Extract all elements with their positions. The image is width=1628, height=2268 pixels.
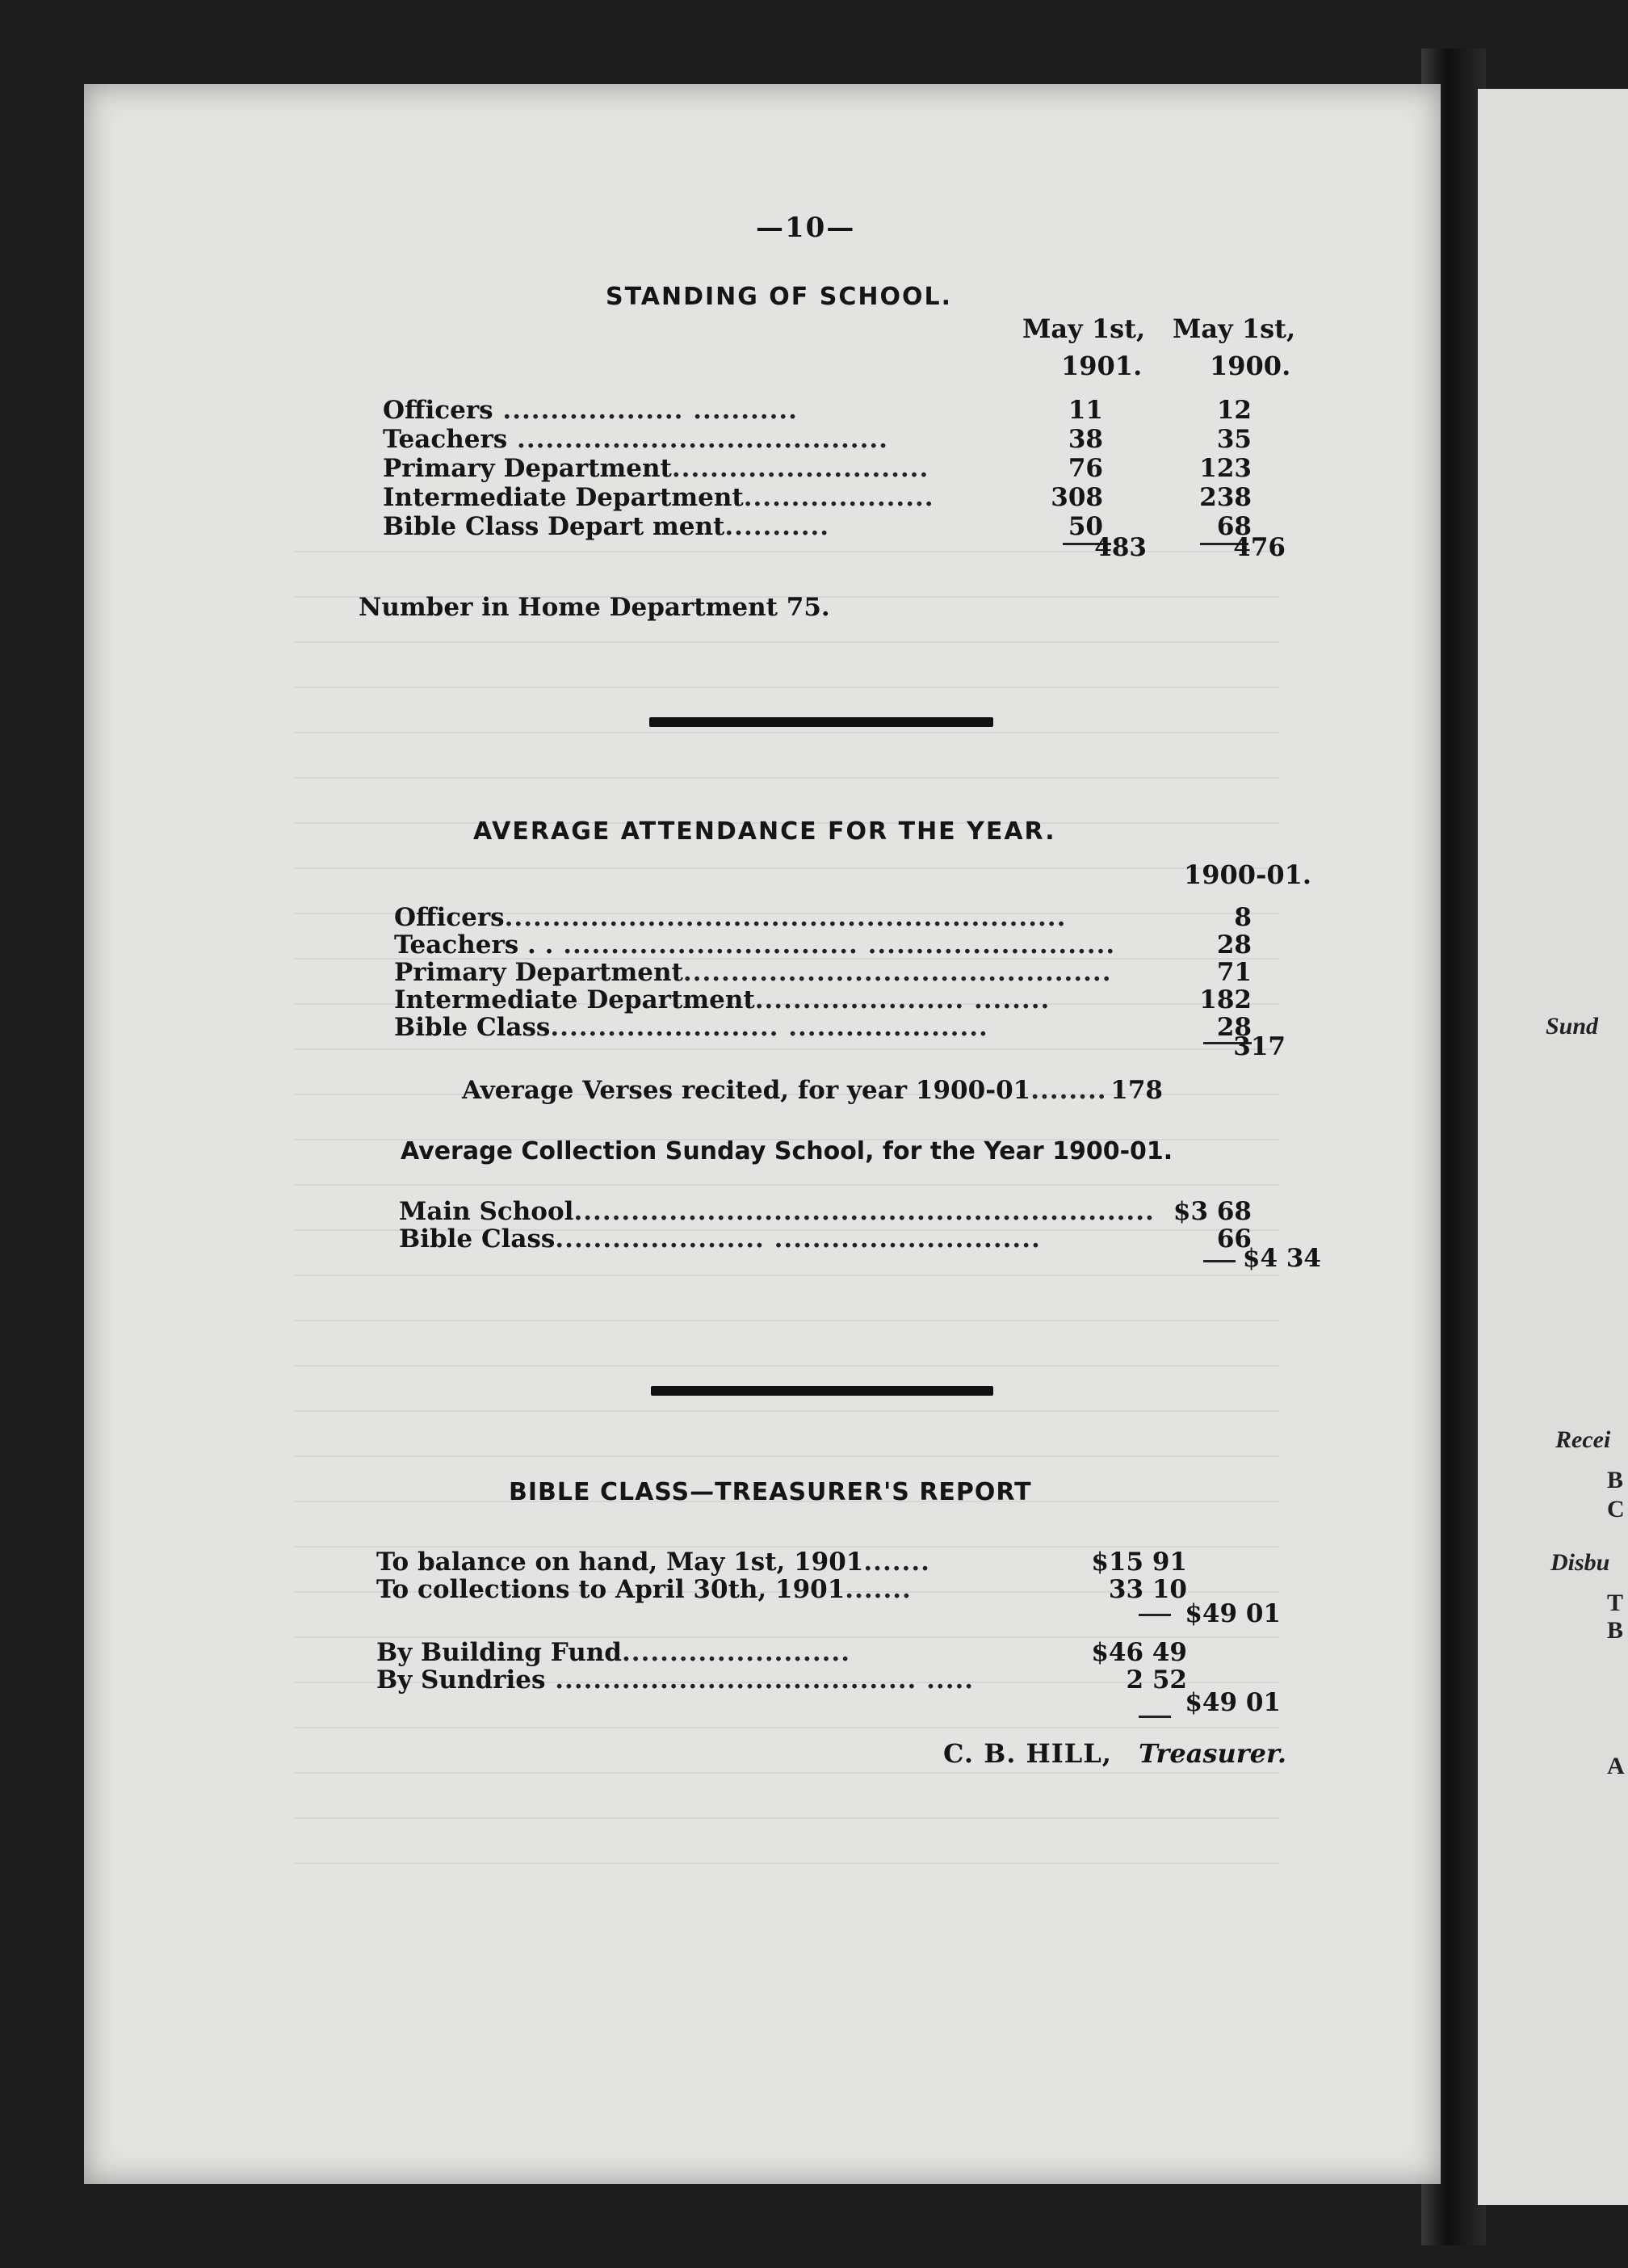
table-row-label: [394, 930, 1115, 960]
receipts-total: $49 01: [1185, 1599, 1281, 1628]
signature-name: C. B. HILL,: [943, 1738, 1112, 1769]
table-cell-value: 28: [1216, 1013, 1252, 1042]
collection-title: Average Collection Sunday School, for the Year 1900-01.: [401, 1137, 1173, 1166]
leader-dots: .......................................: [507, 425, 888, 454]
home-department: Number in Home Department 75.: [359, 593, 830, 622]
leader-dots: .......: [845, 1575, 912, 1604]
page-number: —10—: [756, 212, 856, 244]
row-label-text: Officers: [394, 903, 505, 932]
table-row-label: [383, 454, 929, 483]
table-row-label: [383, 512, 829, 541]
table-cell-value: 68: [1216, 512, 1252, 541]
verses-label: [462, 1076, 1107, 1105]
row-label-text: To balance on hand, May 1st, 1901: [376, 1548, 864, 1577]
table-row-label: [394, 1013, 988, 1042]
table-cell-value: 182: [1199, 985, 1252, 1014]
leader-dots: .......: [863, 1548, 930, 1577]
leader-dots: ...........................................................: [504, 903, 1067, 932]
table-cell-value: 123: [1199, 454, 1252, 483]
table-row-label: [383, 483, 934, 512]
leader-dots: ...................................... .....: [545, 1665, 975, 1695]
leader-dots: ...................... ........: [754, 985, 1051, 1014]
row-label-text: Bible Class Depart ment: [383, 512, 725, 541]
table-cell-value: 71: [1216, 958, 1252, 987]
table-cell-value: 8: [1234, 903, 1252, 932]
col2-head: May 1st,: [1173, 313, 1296, 344]
table-cell-value: 33 10: [1108, 1575, 1187, 1604]
verses-value: 178: [1110, 1076, 1163, 1105]
leader-dots: ............................... ..........................: [553, 930, 1116, 960]
standing-total-1900: 476: [1233, 533, 1286, 562]
facing-page-label: B: [1607, 1467, 1624, 1493]
row-label-text: By Sundries: [376, 1665, 546, 1695]
table-cell-value: 238: [1199, 483, 1252, 512]
attendance-total: 317: [1233, 1032, 1286, 1061]
table-row-label: [394, 985, 1050, 1014]
facing-page-label: Sund: [1546, 1013, 1599, 1040]
row-label-text: Primary Department: [394, 958, 683, 987]
row-label-text: Teachers . .: [394, 930, 554, 960]
facing-page-label: A: [1607, 1753, 1625, 1779]
row-label-text: Main School: [399, 1197, 574, 1226]
collection-total: $4 34: [1242, 1244, 1321, 1273]
row-label-text: Intermediate Department: [394, 985, 755, 1014]
row-label-text: By Building Fund: [376, 1638, 622, 1667]
row-label-text: Intermediate Department: [383, 483, 744, 512]
leader-dots: ...........................: [671, 454, 929, 483]
col2-year: 1900.: [1210, 351, 1291, 381]
sum-rule: [1139, 1614, 1171, 1616]
table-row-label: [399, 1197, 1155, 1226]
leader-dots: ...........: [724, 512, 830, 541]
leader-dots: ................... ...........: [493, 396, 798, 425]
verses-label-text: Average Verses recited, for year 1900-01: [462, 1076, 1031, 1105]
row-label-text: To collections to April 30th, 1901: [376, 1575, 845, 1604]
facing-page-label: Recei: [1555, 1426, 1611, 1453]
table-row-label: [376, 1665, 974, 1695]
treasurer-title: BIBLE CLASS—TREASURER'S REPORT: [509, 1478, 1032, 1506]
facing-page-label: B: [1607, 1617, 1624, 1644]
table-cell-value: 38: [1068, 425, 1103, 454]
sum-rule: [1139, 1716, 1171, 1718]
verses-dots: ........: [1030, 1076, 1107, 1105]
leader-dots: ........................: [621, 1638, 851, 1667]
facing-page-label: Disbu: [1550, 1549, 1610, 1576]
table-cell-value: 11: [1068, 396, 1103, 425]
disbursements-total: $49 01: [1185, 1688, 1281, 1717]
attendance-col-head: 1900-01.: [1184, 859, 1312, 890]
section-divider: [649, 717, 993, 727]
leader-dots: ....................: [743, 483, 934, 512]
row-label-text: Bible Class: [399, 1224, 556, 1254]
col1-head: May 1st,: [1022, 313, 1146, 344]
table-cell-value: 50: [1068, 512, 1103, 541]
signature-title: Treasurer.: [1139, 1738, 1286, 1769]
table-cell-value: $46 49: [1091, 1638, 1187, 1667]
leader-dots: ........................ .....................: [550, 1013, 988, 1042]
table-cell-value: 308: [1051, 483, 1103, 512]
table-cell-value: 66: [1216, 1224, 1252, 1254]
table-cell-value: 35: [1216, 425, 1252, 454]
col1-year: 1901.: [1061, 351, 1143, 381]
table-row-label: [399, 1224, 1041, 1254]
row-label-text: Teachers: [383, 425, 508, 454]
table-row-label: [383, 425, 888, 454]
table-row-label: [394, 958, 1112, 987]
facing-page-label: C: [1607, 1496, 1625, 1522]
facing-page: [1478, 89, 1628, 2205]
standing-total-1901: 483: [1094, 533, 1147, 562]
row-label-text: Primary Department: [383, 454, 672, 483]
standing-title: STANDING OF SCHOOL.: [606, 283, 952, 311]
attendance-title: AVERAGE ATTENDANCE FOR THE YEAR.: [473, 817, 1056, 846]
table-cell-value: $15 91: [1091, 1548, 1187, 1577]
leader-dots: .............................................................: [573, 1197, 1155, 1226]
section-divider: [651, 1386, 993, 1396]
table-cell-value: 12: [1216, 396, 1252, 425]
table-row-label: [383, 396, 798, 425]
table-row-label: [376, 1548, 930, 1577]
table-row-label: [376, 1575, 912, 1604]
table-cell-value: 76: [1068, 454, 1103, 483]
leader-dots: ...................... ............................: [555, 1224, 1041, 1254]
table-row-label: [394, 903, 1066, 932]
table-cell-value: 2 52: [1126, 1665, 1187, 1695]
row-label-text: Officers: [383, 396, 493, 425]
facing-page-label: T: [1607, 1590, 1624, 1616]
table-cell-value: $3 68: [1173, 1197, 1252, 1226]
row-label-text: Bible Class: [394, 1013, 551, 1042]
table-cell-value: 28: [1216, 930, 1252, 960]
leader-dots: .............................................: [682, 958, 1112, 987]
table-row-label: [376, 1638, 850, 1667]
